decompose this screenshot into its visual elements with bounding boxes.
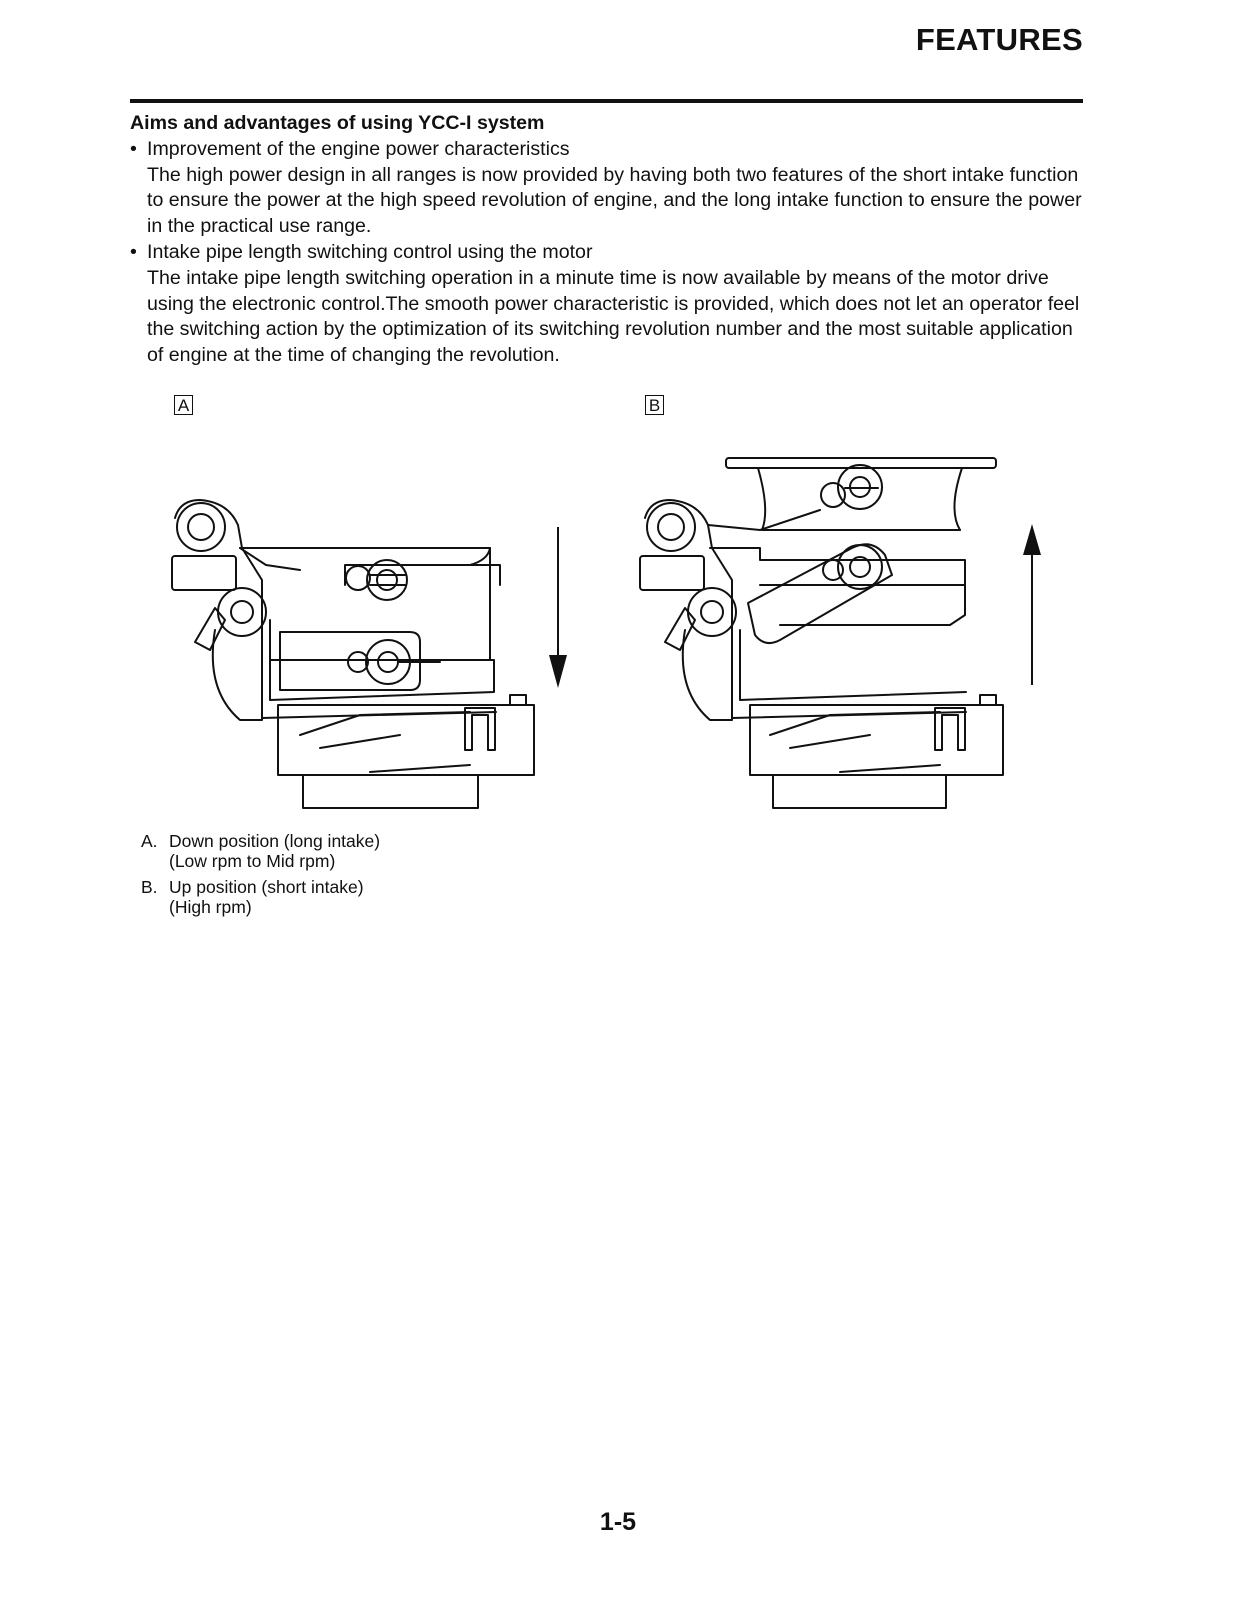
caption-b (141, 877, 380, 917)
diagram-b-short-intake (640, 458, 1003, 808)
page-number: 1-5 (599, 1508, 637, 1536)
caption-key: B. (141, 877, 158, 897)
bullet-title: Improvement of the engine power characteristics (147, 137, 570, 160)
caption-a (141, 831, 380, 871)
arrow-down-icon (549, 527, 567, 688)
figure-label-a: A (174, 395, 193, 415)
diagram-a-long-intake (172, 500, 534, 808)
caption-line: Down position (long intake) (169, 831, 381, 851)
page-section-title: FEATURES (915, 22, 1083, 57)
caption-line: (High rpm) (169, 897, 252, 917)
bullet-title: Intake pipe length switching control using the motor (147, 240, 593, 263)
section-heading: Aims and advantages of using YCC-I system (130, 112, 545, 134)
caption-line: Up position (short intake) (169, 877, 364, 897)
figure-captions (141, 831, 380, 923)
figure-label-b: B (645, 395, 664, 415)
caption-line: (Low rpm to Mid rpm) (169, 851, 336, 871)
bullet-dot: • (130, 137, 137, 160)
bullet-dot: • (130, 240, 137, 263)
bullet-body: The high power design in all ranges is now provided by having both two features of the short intake function to ensure the power at the high speed revolution of engine, and the long intake function to ensure the power in the practical use range. (147, 163, 1082, 238)
bullet-body: The intake pipe length switching operation in a minute time is now available by means of the motor drive using the electronic control.The smooth power characteristic is provided, which does not let an operator feel the switching action by the optimization of its switching revolution number and the most suitable application of engine at the time of changing the revolution. (147, 266, 1080, 367)
caption-key: A. (141, 831, 158, 851)
arrow-up-icon (1023, 524, 1041, 685)
